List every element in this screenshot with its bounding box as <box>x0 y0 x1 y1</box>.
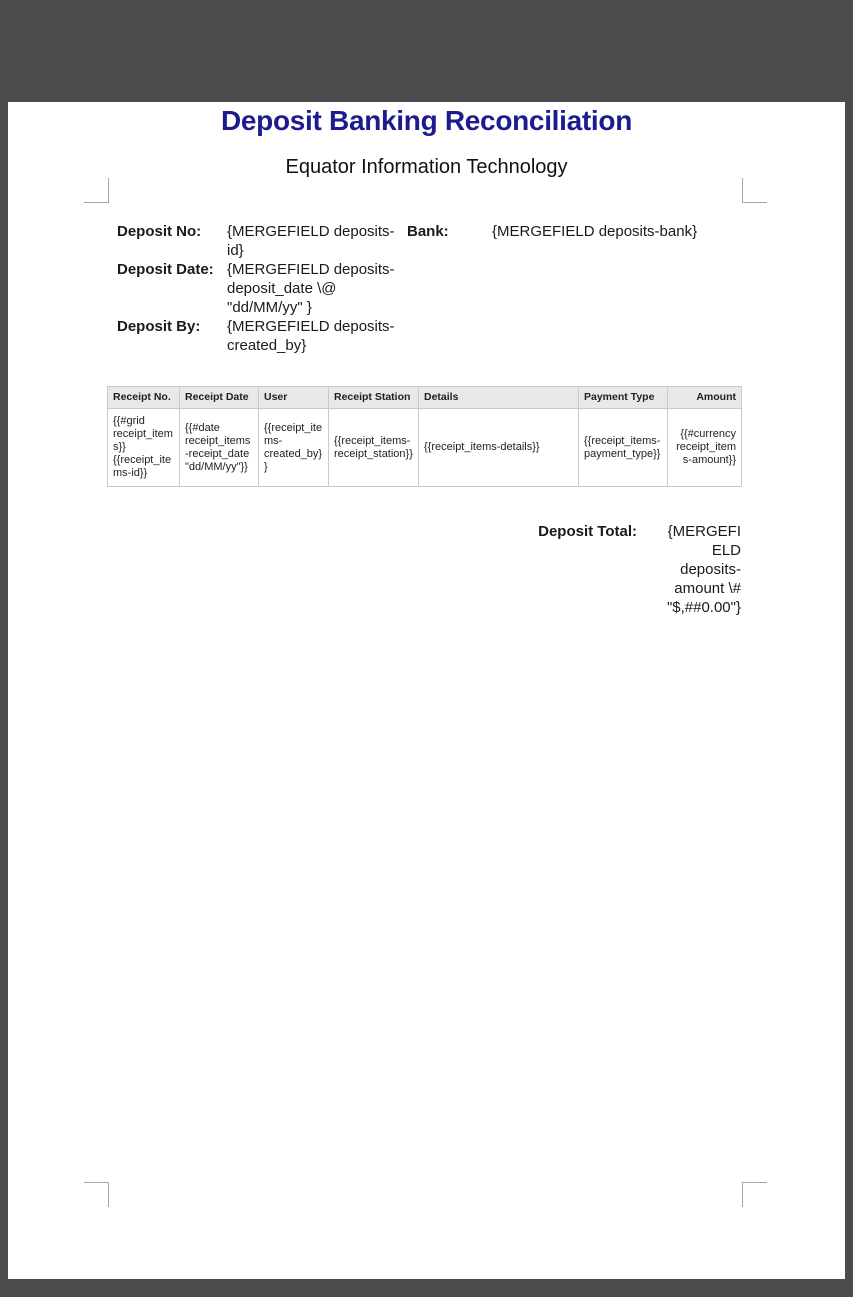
deposit-total-value: {MERGEFIELD deposits-amount \# "$,##0.00"} <box>666 523 741 616</box>
deposit-by-value: {MERGEFIELD deposits-created_by} <box>227 318 395 354</box>
col-header-receipt-station: Receipt Station <box>329 387 419 409</box>
cell-payment-type: {{receipt_items-payment_type}} <box>579 409 668 487</box>
spacer-cell <box>407 317 492 355</box>
deposit-total-label: Deposit Total: <box>538 523 637 540</box>
cell-user: {{receipt_items-created_by}} <box>259 409 329 487</box>
col-header-details: Details <box>419 387 579 409</box>
bank-value: {MERGEFIELD deposits-bank} <box>492 223 698 240</box>
spacer-cell <box>492 317 757 355</box>
col-header-payment-type: Payment Type <box>579 387 668 409</box>
col-header-receipt-date: Receipt Date <box>180 387 259 409</box>
deposit-by-label: Deposit By: <box>117 318 201 335</box>
receipt-items-table <box>107 386 742 487</box>
deposit-date-label: Deposit Date: <box>117 261 214 278</box>
deposit-date-value: {MERGEFIELD deposits-deposit_date \@ "dd/MM/yy" } <box>227 261 395 316</box>
cell-amount: {{#currency receipt_items-amount}} <box>668 409 742 487</box>
document-page <box>8 102 845 1279</box>
cell-receipt-no: {{#grid receipt_items}}{{receipt_items-id}} <box>108 409 180 487</box>
col-header-receipt-no: Receipt No. <box>108 387 180 409</box>
spacer-cell <box>407 260 492 317</box>
margin-crop-mark-top-right <box>742 178 767 203</box>
deposit-no-value: {MERGEFIELD deposits-id} <box>227 223 395 259</box>
cell-details: {{receipt_items-details}} <box>419 409 579 487</box>
document-subtitle: Equator Information Technology <box>285 156 568 178</box>
col-header-user: User <box>259 387 329 409</box>
margin-crop-mark-top-left <box>84 178 109 203</box>
cell-receipt-date: {{#date receipt_items-receipt_date "dd/MM/yy"}} <box>180 409 259 487</box>
col-header-amount: Amount <box>668 387 742 409</box>
table-row <box>108 409 742 487</box>
deposit-info-grid <box>117 222 757 355</box>
bank-label: Bank: <box>407 223 449 240</box>
spacer-cell <box>492 260 757 317</box>
table-header-row <box>108 387 742 409</box>
document-title: Deposit Banking Reconciliation <box>220 105 633 136</box>
deposit-no-label: Deposit No: <box>117 223 202 240</box>
cell-receipt-station: {{receipt_items-receipt_station}} <box>329 409 419 487</box>
deposit-total-row <box>8 522 845 617</box>
